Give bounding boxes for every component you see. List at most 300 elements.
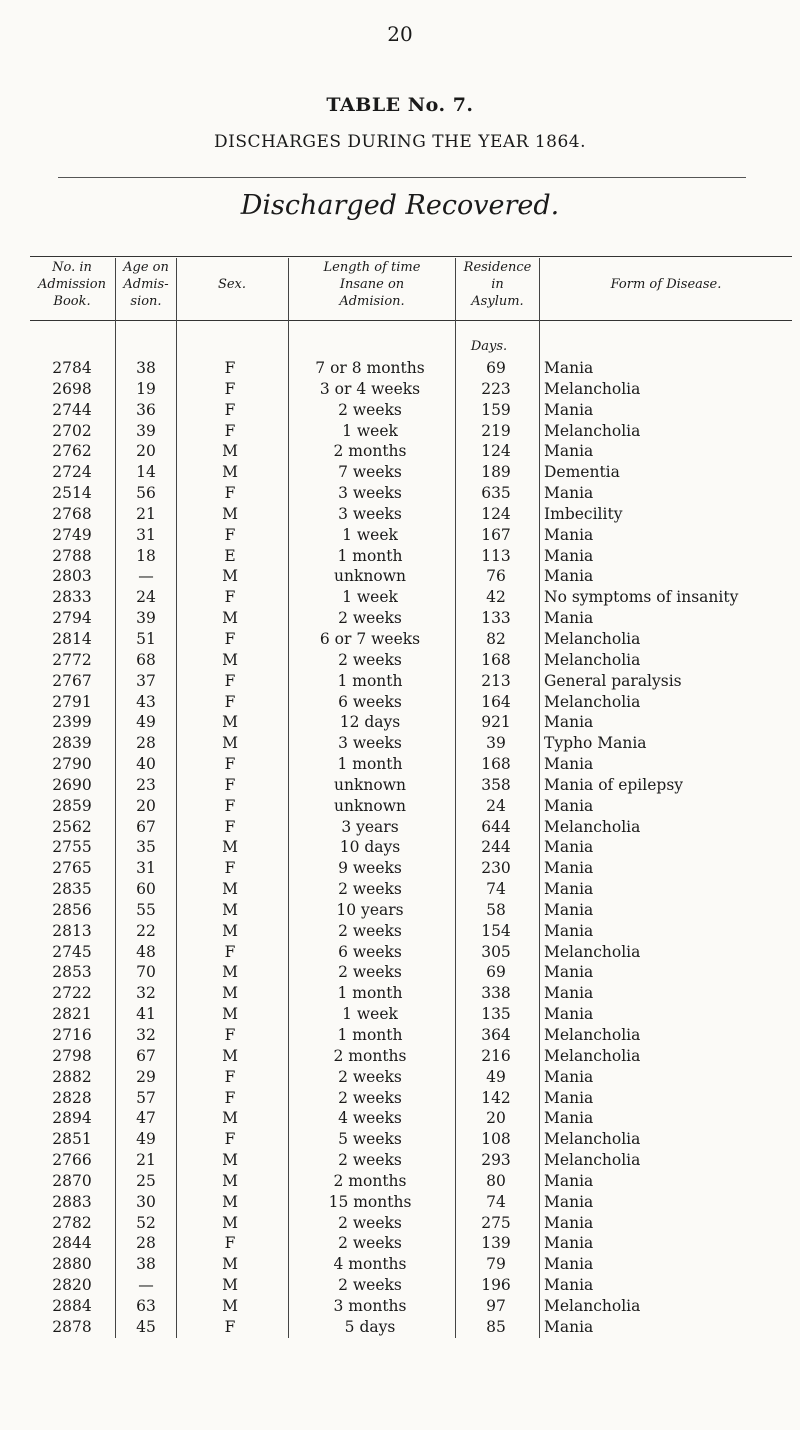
header-line: sion. [130, 294, 162, 309]
cell-disease: Mania [544, 567, 594, 586]
cell-length: 12 days [339, 713, 401, 732]
table-row [0, 1317, 800, 1338]
cell-length: 3 weeks [338, 734, 402, 753]
cell-length: 2 weeks [338, 921, 402, 940]
header-line: Insane on [339, 277, 405, 292]
cell-sex: M [222, 963, 238, 982]
cell-sex: F [224, 588, 236, 607]
cell-residence: 24 [486, 796, 506, 815]
cell-sex: F [224, 755, 236, 774]
table-row [0, 441, 800, 462]
cell-no: 2870 [52, 1171, 92, 1190]
cell-age: 51 [136, 629, 156, 648]
cell-sex: F [224, 1234, 236, 1253]
cell-length: unknown [334, 796, 406, 815]
cell-length: 1 month [337, 1026, 403, 1044]
cell-age: 20 [136, 442, 156, 461]
cell-no: 2794 [52, 609, 92, 628]
cell-residence: 168 [481, 755, 511, 774]
cell-disease: Mania [544, 1192, 594, 1211]
cell-sex: M [222, 1255, 238, 1274]
cell-age: 25 [136, 1171, 156, 1190]
cell-age: 28 [136, 1234, 156, 1253]
cell-age: 39 [136, 421, 156, 440]
cell-age: 55 [136, 900, 156, 919]
cell-no: 2765 [52, 859, 92, 878]
cell-sex: M [222, 880, 238, 899]
cell-disease: Mania of epilepsy [544, 775, 684, 794]
cell-sex: M [222, 1192, 238, 1211]
cell-sex: F [224, 859, 236, 878]
cell-disease: General paralysis [544, 671, 682, 690]
cell-residence: 293 [481, 1151, 511, 1170]
cell-age: 40 [136, 755, 156, 774]
table-row [0, 1004, 800, 1025]
cell-no: 2851 [52, 1130, 92, 1149]
header-age [116, 259, 176, 310]
cell-age: 18 [136, 546, 156, 565]
cell-age: 48 [136, 942, 156, 961]
cell-age: 29 [136, 1067, 156, 1086]
cell-disease: Mania [544, 1109, 594, 1128]
cell-age: 56 [136, 484, 156, 503]
cell-disease: Mania [544, 609, 594, 628]
cell-sex: M [222, 504, 238, 523]
cell-disease: Mania [544, 359, 594, 377]
header-line: in [491, 277, 504, 292]
cell-sex: F [224, 1130, 236, 1149]
header-residence [456, 259, 539, 310]
cell-residence: 167 [481, 525, 511, 544]
cell-sex: M [222, 1296, 238, 1315]
cell-no: 2798 [52, 1046, 92, 1065]
cell-residence: 108 [481, 1130, 511, 1149]
header-line: Sex. [217, 277, 247, 292]
cell-sex: F [224, 1067, 236, 1086]
cell-disease: Melancholia [544, 1151, 641, 1170]
cell-length: 3 months [333, 1296, 407, 1315]
cell-no: 2882 [52, 1067, 92, 1086]
cell-disease: Mania [544, 838, 594, 857]
cell-disease: Mania [544, 755, 594, 774]
cell-no: 2791 [52, 692, 92, 711]
header-form-of-disease [540, 276, 792, 293]
cell-no: 2853 [52, 963, 92, 982]
cell-residence: 42 [486, 588, 506, 607]
table-row [0, 921, 800, 942]
table-row [0, 1067, 800, 1088]
header-line: Asylum. [471, 294, 524, 309]
table-row [0, 775, 800, 796]
cell-residence: 124 [481, 442, 511, 461]
cell-age: — [138, 567, 154, 586]
cell-no: 2784 [52, 359, 92, 377]
cell-age: 23 [136, 775, 156, 794]
cell-disease: Mania [544, 796, 594, 815]
cell-no: 2839 [52, 734, 92, 753]
header-line: Residence [463, 260, 532, 275]
table-row [0, 1046, 800, 1067]
page-number: 20 [387, 22, 413, 46]
cell-age: 21 [136, 504, 156, 523]
cell-residence: 20 [486, 1109, 506, 1128]
cell-length: 6 weeks [338, 692, 402, 711]
cell-sex: M [222, 713, 238, 732]
cell-residence: 97 [486, 1296, 506, 1315]
cell-sex: M [222, 900, 238, 919]
cell-length: 2 weeks [338, 1067, 402, 1086]
cell-disease: Melancholia [544, 942, 641, 961]
cell-no: 2562 [52, 817, 92, 836]
cell-residence: 644 [481, 817, 511, 836]
cell-no: 2755 [52, 838, 92, 857]
cell-length: 1 week [342, 1005, 398, 1024]
cell-no: 2722 [52, 984, 92, 1003]
cell-length: 2 months [333, 442, 407, 461]
cell-length: 1 month [337, 755, 403, 774]
table-row [0, 900, 800, 921]
cell-no: 2880 [52, 1255, 92, 1274]
cell-disease: Melancholia [544, 692, 641, 711]
cell-age: 57 [136, 1088, 156, 1107]
table-row [0, 421, 800, 442]
section-title: Discharged Recovered. [240, 190, 560, 221]
cell-disease: Dementia [544, 463, 620, 482]
cell-residence: 113 [481, 546, 511, 565]
cell-no: 2828 [52, 1088, 92, 1107]
cell-length: 1 week [342, 588, 398, 607]
cell-disease: Mania [544, 713, 594, 732]
days-unit-label: Days. [470, 339, 508, 354]
table-row [0, 942, 800, 963]
cell-disease: Mania [544, 880, 594, 899]
cell-disease: Mania [544, 1234, 594, 1253]
cell-residence: 69 [486, 963, 506, 982]
table-row [0, 712, 800, 733]
cell-age: 31 [136, 859, 156, 878]
cell-sex: F [224, 1026, 236, 1044]
cell-age: 68 [136, 650, 156, 669]
cell-sex: E [224, 546, 236, 565]
header-line: Book. [53, 294, 91, 309]
table-row [0, 379, 800, 400]
cell-no: 2894 [52, 1109, 92, 1128]
cell-no: 2782 [52, 1213, 92, 1232]
cell-disease: Melancholia [544, 1026, 641, 1044]
cell-sex: M [222, 567, 238, 586]
cell-no: 2749 [52, 525, 92, 544]
cell-residence: 338 [481, 984, 511, 1003]
cell-residence: 85 [486, 1317, 506, 1336]
table-row [0, 1296, 800, 1317]
cell-age: 39 [136, 609, 156, 628]
cell-no: 2514 [52, 484, 92, 503]
cell-age: 22 [136, 921, 156, 940]
cell-sex: F [224, 775, 236, 794]
cell-disease: Mania [544, 859, 594, 878]
cell-length: 2 weeks [338, 609, 402, 628]
cell-residence: 154 [481, 921, 511, 940]
table-row [0, 1254, 800, 1275]
header-admission-number [30, 259, 114, 310]
cell-length: 6 weeks [338, 942, 402, 961]
cell-residence: 139 [481, 1234, 511, 1253]
header-length-insane [289, 259, 455, 310]
cell-disease: Mania [544, 984, 594, 1003]
table-row [0, 796, 800, 817]
cell-length: 1 week [342, 525, 398, 544]
cell-residence: 244 [481, 838, 511, 857]
table-row [0, 1150, 800, 1171]
cell-length: 10 years [336, 900, 404, 919]
cell-disease: Mania [544, 1317, 594, 1336]
cell-sex: M [222, 1109, 238, 1128]
cell-disease: Melancholia [544, 817, 641, 836]
cell-residence: 196 [481, 1276, 511, 1295]
cell-age: 28 [136, 734, 156, 753]
cell-age: 41 [136, 1005, 156, 1024]
cell-disease: Mania [544, 963, 594, 982]
cell-no: 2820 [52, 1276, 92, 1295]
cell-no: 2762 [52, 442, 92, 461]
cell-length: 2 weeks [338, 1088, 402, 1107]
table-row [0, 483, 800, 504]
cell-sex: M [222, 442, 238, 461]
table-row [0, 566, 800, 587]
cell-no: 2766 [52, 1151, 92, 1170]
cell-length: 7 or 8 months [315, 359, 425, 377]
table-row [0, 358, 800, 379]
cell-residence: 275 [481, 1213, 511, 1232]
cell-sex: M [222, 1171, 238, 1190]
cell-disease: Mania [544, 1276, 594, 1295]
divider-rule [58, 177, 746, 178]
table-row [0, 504, 800, 525]
cell-length: 5 days [344, 1317, 396, 1336]
cell-sex: F [224, 1317, 236, 1336]
cell-sex: F [224, 796, 236, 815]
table-row [0, 692, 800, 713]
table-row [0, 1171, 800, 1192]
cell-residence: 69 [486, 359, 506, 377]
cell-no: 2716 [52, 1026, 92, 1044]
cell-sex: M [222, 984, 238, 1003]
table-title: TABLE No. 7. [326, 94, 474, 116]
cell-residence: 364 [481, 1026, 511, 1044]
cell-residence: 76 [486, 567, 506, 586]
cell-age: 20 [136, 796, 156, 815]
cell-length: 2 weeks [338, 963, 402, 982]
table-row [0, 754, 800, 775]
cell-no: 2833 [52, 588, 92, 607]
cell-residence: 142 [481, 1088, 511, 1107]
header-bottom-rule [30, 320, 792, 321]
table-row [0, 400, 800, 421]
table-row [0, 546, 800, 567]
table-row [0, 1233, 800, 1254]
table-row [0, 1129, 800, 1150]
cell-no: 2878 [52, 1317, 92, 1336]
cell-disease: Melancholia [544, 1296, 641, 1315]
cell-length: 2 weeks [338, 1234, 402, 1253]
cell-residence: 124 [481, 504, 511, 523]
cell-length: 2 weeks [338, 1213, 402, 1232]
cell-residence: 135 [481, 1005, 511, 1024]
cell-disease: Melancholia [544, 1046, 641, 1065]
cell-disease: Mania [544, 525, 594, 544]
cell-length: 1 month [337, 984, 403, 1003]
table-row [0, 962, 800, 983]
cell-age: 52 [136, 1213, 156, 1232]
header-line: Admis- [123, 277, 169, 292]
cell-sex: M [222, 1151, 238, 1170]
cell-no: 2698 [52, 379, 92, 398]
cell-residence: 39 [486, 734, 506, 753]
cell-no: 2772 [52, 650, 92, 669]
cell-length: 2 weeks [338, 650, 402, 669]
cell-no: 2813 [52, 921, 92, 940]
cell-age: 67 [136, 817, 156, 836]
cell-disease: Mania [544, 1088, 594, 1107]
cell-length: 3 years [341, 817, 399, 836]
table-row [0, 983, 800, 1004]
cell-sex: M [222, 609, 238, 628]
cell-sex: F [224, 379, 236, 398]
table-subtitle: DISCHARGES DURING THE YEAR 1864. [213, 132, 587, 152]
cell-no: 2803 [52, 567, 92, 586]
cell-no: 2745 [52, 942, 92, 961]
cell-residence: 80 [486, 1171, 506, 1190]
cell-length: 3 weeks [338, 484, 402, 503]
cell-no: 2724 [52, 463, 92, 482]
cell-sex: M [222, 1276, 238, 1295]
cell-disease: Mania [544, 1005, 594, 1024]
cell-length: 2 weeks [338, 880, 402, 899]
cell-no: 2856 [52, 900, 92, 919]
cell-age: 49 [136, 1130, 156, 1149]
cell-age: 43 [136, 692, 156, 711]
table-row [0, 733, 800, 754]
cell-sex: M [222, 838, 238, 857]
table-row [0, 879, 800, 900]
header-line: No. in [52, 260, 92, 275]
table-row [0, 1108, 800, 1129]
cell-sex: F [224, 484, 236, 503]
cell-sex: M [222, 1213, 238, 1232]
cell-length: 10 days [339, 838, 401, 857]
cell-residence: 133 [481, 609, 511, 628]
table-row [0, 1088, 800, 1109]
cell-sex: F [224, 1088, 236, 1107]
cell-length: 2 weeks [338, 1151, 402, 1170]
table-row [0, 462, 800, 483]
header-line: Admission [38, 277, 106, 292]
cell-residence: 921 [481, 713, 511, 732]
header-line: Age on [123, 260, 169, 275]
cell-sex: M [222, 1005, 238, 1024]
cell-sex: F [224, 629, 236, 648]
cell-disease: Typho Mania [544, 734, 647, 753]
cell-disease: Mania [544, 484, 594, 503]
cell-disease: Melancholia [544, 379, 641, 398]
cell-residence: 82 [486, 629, 506, 648]
cell-no: 2399 [52, 713, 92, 732]
cell-age: 70 [136, 963, 156, 982]
cell-age: 38 [136, 359, 156, 377]
cell-length: 2 weeks [338, 1276, 402, 1295]
cell-no: 2744 [52, 400, 92, 419]
cell-length: 2 months [333, 1171, 407, 1190]
cell-disease: Mania [544, 921, 594, 940]
cell-age: 32 [136, 1026, 156, 1044]
cell-length: 2 months [333, 1046, 407, 1065]
cell-residence: 74 [486, 880, 506, 899]
table-row [0, 1025, 800, 1046]
cell-age: 35 [136, 838, 156, 857]
cell-sex: F [224, 671, 236, 690]
table-row [0, 837, 800, 858]
cell-disease: Melancholia [544, 629, 641, 648]
cell-age: 21 [136, 1151, 156, 1170]
table-row [0, 1213, 800, 1234]
cell-no: 2884 [52, 1296, 92, 1315]
cell-age: 47 [136, 1109, 156, 1128]
table-row [0, 858, 800, 879]
cell-disease: Melancholia [544, 650, 641, 669]
cell-length: 5 weeks [338, 1130, 402, 1149]
cell-no: 2835 [52, 880, 92, 899]
cell-age: 49 [136, 713, 156, 732]
header-line: Length of time [323, 260, 421, 275]
cell-age: 30 [136, 1192, 156, 1211]
cell-no: 2702 [52, 421, 92, 440]
cell-length: 1 week [342, 421, 398, 440]
cell-length: 4 weeks [338, 1109, 402, 1128]
cell-sex: F [224, 817, 236, 836]
table-row [0, 629, 800, 650]
cell-age: 37 [136, 671, 156, 690]
table-row [0, 817, 800, 838]
cell-sex: F [224, 421, 236, 440]
cell-length: 2 weeks [338, 400, 402, 419]
table-row [0, 1275, 800, 1296]
cell-no: 2814 [52, 629, 92, 648]
cell-length: 9 weeks [338, 859, 402, 878]
cell-no: 2859 [52, 796, 92, 815]
cell-residence: 168 [481, 650, 511, 669]
cell-residence: 49 [486, 1067, 506, 1086]
cell-residence: 213 [481, 671, 511, 690]
cell-sex: M [222, 921, 238, 940]
header-top-rule [30, 256, 792, 257]
cell-disease: Mania [544, 442, 594, 461]
cell-length: unknown [334, 775, 406, 794]
cell-age: 31 [136, 525, 156, 544]
cell-no: 2844 [52, 1234, 92, 1253]
cell-age: — [138, 1276, 154, 1295]
cell-age: 67 [136, 1046, 156, 1065]
cell-sex: M [222, 463, 238, 482]
cell-age: 14 [136, 463, 156, 482]
cell-sex: M [222, 734, 238, 753]
cell-no: 2768 [52, 504, 92, 523]
cell-disease: Imbecility [544, 504, 623, 523]
cell-residence: 79 [486, 1255, 506, 1274]
cell-residence: 58 [486, 900, 506, 919]
header-sex [177, 276, 287, 293]
cell-age: 60 [136, 880, 156, 899]
cell-sex: F [224, 400, 236, 419]
